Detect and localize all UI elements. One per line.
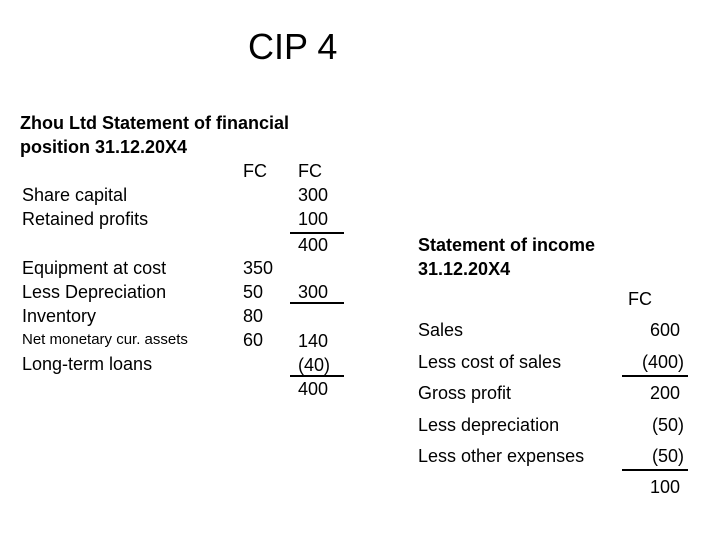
sofp-heading-line1: Zhou Ltd Statement of financial — [20, 113, 289, 133]
sofp-row-value-long-term-loans: (40) — [298, 355, 331, 375]
sofp-row-value-inventory: 80 — [243, 306, 264, 326]
income-row-label-gross-profit: Gross profit — [418, 383, 512, 403]
income-row-label-other-expenses: Less other expenses — [418, 446, 585, 466]
income-row-value-sales: 600 — [649, 320, 680, 340]
sofp-col1-header: FC — [243, 161, 267, 181]
sofp-row-value-net-monetary: 60 — [243, 330, 264, 350]
sofp-row-label-depreciation: Less Depreciation — [22, 282, 167, 302]
sofp-col2-header: FC — [298, 161, 322, 181]
slide-title: CIP 4 — [248, 26, 338, 67]
income-heading-line2: 31.12.20X4 — [418, 259, 511, 279]
income-row-value-depreciation: (50) — [651, 415, 684, 435]
sofp-row-label-long-term-loans: Long-term loans — [22, 354, 153, 374]
income-row-label-depreciation: Less depreciation — [418, 415, 560, 435]
sofp-row-value-equipment: 350 — [243, 258, 274, 278]
income-row-value-cost-of-sales: (400) — [641, 352, 684, 372]
sofp-underline-net-equipment — [290, 302, 344, 304]
sofp-row-value-depreciation: 50 — [243, 282, 264, 302]
sofp-underline-net-assets — [290, 375, 344, 377]
sofp-row-label-equipment: Equipment at cost — [22, 258, 167, 278]
income-underline-net — [622, 469, 688, 471]
sofp-row-label-net-monetary: Net monetary cur. assets — [22, 331, 188, 348]
sofp-row-value-share-capital: 300 — [298, 185, 329, 205]
sofp-row-label-inventory: Inventory — [22, 306, 97, 326]
sofp-underline-equity — [290, 232, 344, 234]
sofp-row-label-share-capital: Share capital — [22, 185, 128, 205]
income-row-label-cost-of-sales: Less cost of sales — [418, 352, 562, 372]
sofp-total-equity: 400 — [298, 235, 329, 255]
sofp-heading-line2: position 31.12.20X4 — [20, 137, 188, 157]
income-col-header: FC — [628, 289, 652, 309]
sofp-row-label-retained-profits: Retained profits — [22, 209, 149, 229]
income-row-value-gross-profit: 200 — [649, 383, 680, 403]
income-net-profit: 100 — [649, 477, 680, 497]
income-heading-line1: Statement of income — [418, 235, 596, 255]
sofp-row-value-net-equipment: 300 — [298, 282, 329, 302]
income-row-value-other-expenses: (50) — [651, 446, 684, 466]
income-row-label-sales: Sales — [418, 320, 464, 340]
sofp-total-net-assets: 400 — [298, 379, 329, 399]
sofp-row-value-current-total: 140 — [298, 331, 329, 351]
income-underline-gross — [622, 375, 688, 377]
sofp-row-value-retained-profits: 100 — [298, 209, 329, 229]
